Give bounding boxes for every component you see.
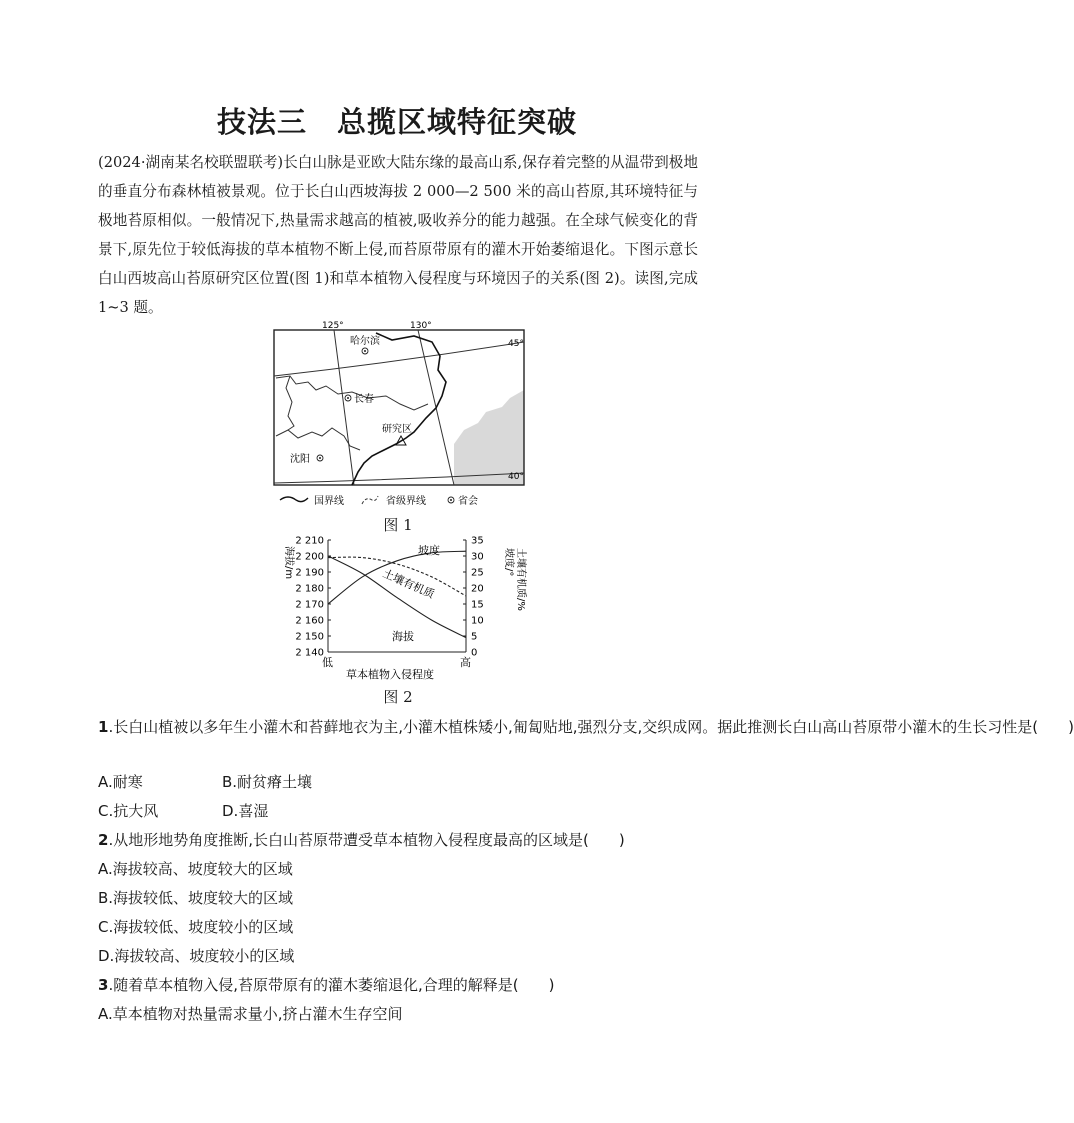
right-tick-label: 0 (471, 647, 478, 659)
figure-2-caption: 图 2 (383, 688, 413, 706)
legend-national-border-label: 国界线 (314, 496, 344, 507)
city-harbin-label: 哈尔滨 (350, 336, 380, 347)
left-tick-label: 2 150 (295, 631, 324, 643)
city-changchun-label: 长春 (354, 394, 374, 405)
city-shenyang-label: 沈阳 (290, 454, 310, 465)
provincial-border (276, 376, 428, 410)
right-tick-label: 20 (471, 583, 484, 595)
capital-icon (345, 395, 351, 401)
left-tick-label: 2 190 (295, 567, 324, 579)
lon-label-130: 130° (410, 321, 432, 331)
question-2-option-d: D.海拔较高、坡度较小的区域 (98, 947, 295, 965)
right-tick-label: 35 (471, 535, 484, 547)
legend-provincial-border-label: 省级界线 (386, 496, 426, 507)
left-tick-label: 2 180 (295, 583, 324, 595)
left-axis-label: 海拔/m (283, 546, 294, 580)
parallel-45 (274, 342, 524, 376)
question-3-option-a: A.草本植物对热量需求量小,挤占灌木生存空间 (98, 1005, 403, 1023)
right-tick-label: 30 (471, 551, 484, 563)
intro-paragraph: (2024·湖南某名校联盟联考)长白山脉是亚欧大陆东缘的最高山系,保存着完整的从温带到极地的垂直分布森林植被景观。位于长白山西坡海拔 2 000—2 500 米的高山苔原,其环境特征与极地苔原相似。一般情况下,热量需求越高的植被,吸收养分的能力越强。在全球气候变化的背景下,原先位于较低海拔的草本植物不断上侵,而苔原带原有的灌木开始萎缩退化。下图示意长白山西坡高山苔原研究区位置(图 1)和草本植物入侵程度与环境因子的关系(图 2)。读图,完成 1~3 题。 (98, 154, 698, 316)
page-title (0, 100, 794, 141)
question-1-number: 1 (98, 718, 109, 736)
question-3-text: .随着草本植物入侵,苔原带原有的灌木萎缩退化,合理的解释是( ) (108, 976, 555, 994)
question-2-option-c: C.海拔较低、坡度较小的区域 (98, 918, 294, 936)
sea-area (454, 390, 524, 485)
left-tick-label: 2 210 (295, 535, 324, 547)
legend-capital-label: 省会 (458, 496, 478, 507)
question-1-option-c: C.抗大风 (98, 802, 159, 820)
x-high-label: 高 (460, 656, 471, 669)
right-axis-label-slope: 坡度/° (503, 548, 514, 577)
provincial-border-3 (286, 376, 294, 430)
legend-capital-icon (448, 497, 454, 503)
left-tick-label: 2 200 (295, 551, 324, 563)
meridian-125 (334, 330, 354, 485)
soil-curve-label: 土壤有机质 (380, 566, 437, 602)
x-axis-label: 草本植物入侵程度 (346, 668, 434, 681)
left-tick-label: 2 140 (295, 647, 324, 659)
title-part-1: 技法三 (216, 105, 307, 139)
x-low-label: 低 (322, 656, 333, 669)
lon-label-125: 125° (322, 321, 344, 331)
slope-curve-label: 坡度 (418, 544, 440, 557)
capital-icon (362, 348, 368, 354)
question-2-stem (98, 829, 625, 850)
capital-icon (317, 455, 323, 461)
question-1-stem (98, 716, 1074, 737)
right-tick-label: 25 (471, 567, 484, 579)
study-area-label: 研究区 (382, 424, 412, 435)
altitude-curve (328, 556, 466, 638)
right-axis-label-soil: 土壤有机质/% (515, 548, 526, 611)
question-2-option-b: B.海拔较低、坡度较大的区域 (98, 889, 294, 907)
question-2-text: .从地形地势角度推断,长白山苔原带遭受草本植物入侵程度最高的区域是( ) (108, 831, 625, 849)
question-2-number: 2 (98, 831, 109, 849)
legend-national-border-icon (280, 497, 308, 502)
question-2-option-a: A.海拔较高、坡度较大的区域 (98, 860, 293, 878)
right-tick-label: 10 (471, 615, 484, 627)
figure-1-map (268, 318, 538, 516)
question-1-text: .长白山植被以多年生小灌木和苔藓地衣为主,小灌木植株矮小,匍匐贴地,强烈分支,交织成网。据此推测长白山高山苔原带小灌木的生长习性是( ) (108, 718, 1074, 736)
left-tick-label: 2 170 (295, 599, 324, 611)
right-tick-label: 15 (471, 599, 484, 611)
question-3-number: 3 (98, 976, 109, 994)
left-axis-ticks (295, 536, 331, 659)
figure-2-chart (270, 532, 530, 684)
legend-provincial-border-icon (362, 496, 378, 504)
title-part-2: 总揽区域特征突破 (337, 105, 578, 139)
altitude-curve-label: 海拔 (392, 630, 414, 643)
question-1-option-d: D.喜湿 (222, 802, 269, 820)
question-3-stem (98, 974, 554, 995)
right-tick-label: 5 (471, 631, 478, 643)
right-axis-label (503, 548, 528, 611)
question-1-option-a: A.耐寒 (98, 773, 143, 791)
lat-label-45: 45° (508, 339, 524, 349)
lat-label-40: 40° (508, 472, 524, 482)
left-tick-label: 2 160 (295, 615, 324, 627)
figure-1-caption: 图 1 (383, 516, 413, 534)
question-1-option-b: B.耐贫瘠土壤 (222, 773, 313, 791)
